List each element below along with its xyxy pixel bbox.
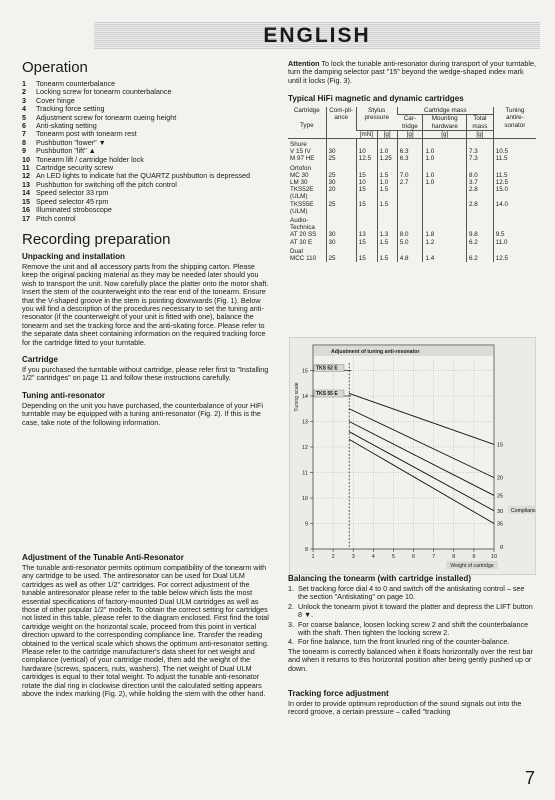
legend-text: Adjustment screw for tonearm cueing height (36, 112, 177, 122)
table-cell: 1.8 (423, 231, 467, 238)
table-cell: 10 (356, 179, 377, 186)
legend-text: Tonearm counterbalance (36, 79, 116, 88)
chart-title: Adjustment of tuning anti-resonator (331, 349, 420, 355)
table-cell: 6.2 (467, 255, 494, 262)
col-mass-cartridge: Car-tridge (397, 115, 423, 130)
tuning-heading: Tuning anti-resonator (22, 390, 106, 400)
table-cell: M 97 HE (290, 155, 315, 163)
brand-cell: Audio-Technica (290, 217, 315, 232)
step-number: 3. (288, 619, 294, 629)
cartridge-table-body (288, 139, 536, 263)
table-cell: 10.5 (493, 148, 536, 155)
table-cell (397, 201, 423, 215)
table-cell: 1.5 (377, 201, 397, 215)
balancing-step (288, 603, 536, 620)
table-cell: 15.0 (493, 186, 536, 200)
table-cell: 15 (356, 239, 377, 246)
table-cell: AT 20 SS (290, 231, 317, 239)
y-tick-label: 14 (301, 394, 308, 400)
step-text: Set tracking force dial 4 to 0 and switch off the antiskating control – see the section "Antiskating" on page 10. (298, 584, 525, 602)
col-mass-hardware: Mounting hardware (423, 115, 467, 130)
table-row (288, 231, 536, 238)
legend-number: 4 (22, 104, 26, 114)
balancing-closing: The tonearm is correctly balanced when it floats horizontally over the rest bar and when it returns to this horizontal position after being gently pushed up or down. (288, 646, 533, 673)
legend-text: Tracking force setting (36, 104, 105, 114)
legend-text: Pushbutton for switching off the pitch control (36, 179, 177, 189)
right-column (288, 60, 536, 262)
compliance-line-label: 20 (497, 475, 504, 482)
balancing-steps (288, 585, 536, 647)
compliance-line-label: 25 (497, 493, 504, 500)
tuning-text: Depending on the unit you have purchased, the counterbalance of your HiFi turntable may be equipped with a tuning anti-resonator (Fig. 2). If this is the case, take note of the following information. (22, 400, 263, 427)
unit-mn: [mN] (356, 130, 377, 138)
unit-cartridge-g: [g] (397, 130, 423, 138)
x-tick-label: 5 (391, 554, 395, 560)
table-cell: 7.3 (467, 148, 494, 155)
table-cell: 1.0 (377, 148, 397, 155)
attention-label: Attention (288, 59, 320, 68)
x-tick-label: 2 (331, 554, 335, 560)
legend-text: Speed selector 33 rpm (36, 188, 109, 198)
table-cell: 30 (326, 179, 356, 186)
compliance-line-label: 35 (497, 521, 504, 528)
y-tick-label: 10 (301, 496, 308, 502)
table-cell: 7.3 (467, 155, 494, 162)
table-cell: MC 30 (290, 171, 309, 179)
table-cell: 15 (356, 255, 377, 262)
balancing-section (288, 574, 536, 717)
legend-number: 15 (22, 196, 30, 206)
legend-number: 7 (22, 129, 26, 139)
table-cell: 6.3 (397, 148, 423, 155)
table-cell: 1.5 (377, 172, 397, 179)
legend-text: Tonearm post with tonearm rest (36, 129, 137, 139)
compliance-label: Compliance (511, 507, 536, 514)
col-mass-group: Cartridge mass (397, 107, 493, 115)
legend-text: Speed selector 45 rpm (36, 196, 109, 206)
unpacking-heading: Unpacking and installation (22, 251, 125, 261)
legend-text: Illuminated stroboscope (36, 205, 112, 215)
legend-number: 9 (22, 146, 26, 156)
y-tick-label: 8 (304, 547, 308, 553)
banner-title: ENGLISH (263, 24, 371, 47)
col-stylus: Stylus pressure (356, 107, 397, 130)
x-tick-label: 6 (412, 554, 416, 560)
table-cell: 25 (326, 172, 356, 179)
table-cell (397, 186, 423, 200)
legend-text: Anti-skating setting (36, 121, 97, 131)
table-cell: 13 (356, 231, 377, 238)
table-cell: 3.7 (467, 179, 494, 186)
table-cell: 25 (326, 201, 356, 215)
table-cell: 11.0 (493, 239, 536, 246)
table-row (288, 148, 536, 155)
compliance-line-label: 30 (497, 508, 504, 515)
col-tuning: Tuning antire-sonator (493, 107, 536, 138)
legend-number: 17 (22, 213, 30, 223)
legend-number: 16 (22, 205, 30, 215)
x-tick-label: 4 (371, 554, 375, 560)
table-row (288, 239, 536, 246)
legend-text: Pushbutton "lower" ▼ (36, 137, 106, 147)
y-tick-label: 9 (304, 521, 308, 528)
table-cell: 1.4 (423, 255, 467, 262)
language-banner (94, 22, 540, 49)
table-cell: 14.0 (493, 201, 536, 215)
compliance-line-label: 15 (497, 442, 504, 449)
table-cell: 9.8 (467, 231, 494, 238)
table-row (288, 155, 536, 162)
table-cell: 15 (356, 201, 377, 215)
table-cell: 12.5 (356, 155, 377, 162)
recording-heading: Recording preparation (22, 230, 171, 248)
table-cell: 1.0 (377, 179, 397, 186)
legend-number: 14 (22, 188, 30, 198)
table-cell (423, 186, 467, 200)
tracking-text: In order to provide optimum reproduction of the sound signals out into the record groove, a certain pressure – called "tracking (288, 699, 522, 717)
adjustment-heading: Adjustment of the Tunable Anti-Resonator (22, 553, 184, 562)
x-tick-label: 8 (452, 554, 456, 560)
cartridge-table (288, 107, 536, 262)
table-cell: 8.0 (397, 231, 423, 238)
legend-number: 8 (22, 137, 26, 147)
table-cell: 20 (326, 186, 356, 200)
table-cell: 25 (326, 255, 356, 262)
table-brand-row (288, 246, 536, 255)
table-row (288, 186, 536, 200)
legend-number: 13 (22, 179, 30, 189)
table-cell: 1.2 (423, 239, 467, 246)
table-cell (423, 201, 467, 215)
x-tick-label: 9 (472, 554, 476, 560)
tracking-heading: Tracking force adjustment (288, 689, 389, 699)
table-cell: 6.3 (397, 155, 423, 162)
brand-cell: Dual (290, 247, 303, 255)
table-cell: LM 30 (290, 179, 308, 187)
table-cell: 15 (356, 186, 377, 200)
unit-total-g: [g] (467, 130, 494, 138)
balancing-heading: Balancing the tonearm (with cartridge installed) (288, 574, 472, 583)
table-cell: 1.0 (423, 179, 467, 186)
table-cell: 10 (356, 148, 377, 155)
legend-number: 3 (22, 95, 26, 105)
table-cell: 1.25 (377, 155, 397, 162)
legend-number: 1 (22, 79, 26, 88)
adjustment-text: The tunable anti-resonator permits optimum compatibility of the tonearm with any cartridge to be used. The antiresonator can be used for Dual ULM cartridges as well as other 1/2" cartridges. For correct adjustment of the tunable antiresonator please refer to the table below which lists the most essential specifications of factory-mounted Dual ULM cartridges as well as those of other popular 1/2" models. To obtain the correct setting for cartridges not listed in this table, please refer to the diagram enclosed. First find the total cartridge weight on the horizontal scale, proceed from this point in vertical direction upward to the corresponding compliance line. Transfer the reading obtained to the vertical scale which shows the optimum anti-resonator setting. Please refer to the cartridge manufacturer's data sheet for net weight and compliance (vertical) of your cartridge model, then add the weight of the hardware (screws, spacers, nuts, washers). The net weight of Dual ULM cartridges is equal to their total weight. To adjust the tunable anti-resonator rotate the dial ring in clockwise direction until the calculated setting appears above the index marking (Fig. 2), while holding the stem with the other hand. (22, 563, 269, 699)
brand-cell: Shure (290, 141, 307, 149)
x-axis-label: Weight of cartridge (450, 563, 494, 569)
legend-text: Cover hinge (36, 95, 75, 105)
table-cell: 1.0 (423, 155, 467, 162)
legend-text: Pitch control (36, 213, 76, 223)
marker-label: TKS 55 E (316, 391, 338, 397)
balancing-step (288, 585, 536, 602)
x-tick-label: 10 (490, 554, 498, 560)
table-cell: 12.5 (493, 179, 536, 186)
table-brand-row (288, 139, 536, 149)
unit-hardware-g: [g] (423, 130, 467, 138)
balancing-step (288, 638, 536, 646)
table-cell: MCC 110 (290, 255, 317, 263)
table-cell: 30 (326, 239, 356, 246)
operation-heading: Operation (22, 59, 88, 76)
table-cell: 2.8 (467, 186, 494, 200)
tuning-diagram (289, 337, 536, 575)
y-tick-label: 15 (301, 368, 308, 375)
marker-label: TKS 52 E (316, 365, 338, 372)
step-text: For coarse balance, loosen locking screw 2 and shift the counterbalance with the shaft. Then tighten the locking screw 2. (298, 619, 529, 638)
table-cell: 4.8 (397, 255, 423, 262)
page-number: 7 (525, 768, 536, 788)
table-cell: 1.0 (423, 172, 467, 179)
col-cartridge: Cartridge Type (288, 107, 326, 138)
legend-text: Cartridge security screw (36, 163, 114, 173)
balancing-step (288, 621, 536, 638)
x-tick-label: 1 (311, 554, 315, 560)
tuning-chart-svg (289, 337, 536, 575)
legend-number: 12 (22, 171, 30, 181)
legend-item (22, 215, 270, 223)
attention-text: To lock the tunable anti-resonator during transport of your turntable, turn the damping selector past "15" beyond the wedge-shaped index mark until it locks (Fig. 3). (288, 59, 536, 85)
y-tick-label: 12 (301, 445, 308, 451)
table-cell: 2.7 (397, 179, 423, 186)
table-cell: TKS55E (ULM) (290, 200, 314, 215)
table-cell: 12.5 (493, 255, 536, 262)
step-number: 2. (288, 601, 294, 611)
legend-text: An LED lights to indicate hat the QUARTZ pushbutton is depressed (36, 171, 251, 181)
table-cell: 7.0 (397, 172, 423, 179)
table-row (288, 179, 536, 186)
y-tick-label: 11 (302, 470, 308, 477)
table-cell: 5.0 (397, 239, 423, 246)
legend-number: 10 (22, 154, 30, 164)
table-cell: 1.5 (377, 186, 397, 200)
unit-g: [g] (377, 130, 397, 138)
table-cell: 11.5 (493, 172, 536, 179)
table-row (288, 201, 536, 215)
x-tick-label: 3 (351, 554, 355, 560)
legend-number: 11 (22, 163, 30, 173)
legend-text: Locking screw for tonearm counterbalance (36, 87, 172, 97)
table-cell: 30 (326, 231, 356, 238)
operation-legend (22, 80, 270, 223)
table-brand-row (288, 163, 536, 172)
attention-note (288, 60, 536, 85)
cartridge-heading: Cartridge (22, 354, 58, 364)
table-cell: 15 (356, 172, 377, 179)
table-cell: 30 (326, 148, 356, 155)
x-tick-label: 7 (432, 554, 436, 560)
table-cell: 6.2 (467, 239, 494, 246)
table-cell: 8.0 (467, 172, 494, 179)
table-cell: V 15 IV (290, 148, 311, 156)
y-axis-label: Tuning scale (294, 382, 300, 412)
table-cell: 1.5 (377, 239, 397, 246)
table-row (288, 255, 536, 262)
brand-cell: Ortofon (290, 164, 311, 172)
step-text: For fine balance, turn the front knurled ring of the counter-balance. (298, 637, 510, 647)
legend-text: Tonearm lift / cartridge holder lock (36, 154, 144, 164)
step-number: 1. (288, 584, 294, 593)
table-row (288, 172, 536, 179)
legend-number: 2 (22, 87, 26, 97)
table-cell: 1.3 (377, 231, 397, 238)
table-cell: 11.5 (493, 155, 536, 162)
table-cell: TKS52E (ULM) (290, 186, 314, 201)
table-cell: 1.5 (377, 255, 397, 262)
table-cell: AT 30 E (290, 238, 313, 246)
step-text: Unlock the tonearm pivot it toward the platter and depress the LIFT button 8 ▼. (298, 601, 533, 620)
y-tick-label: 13 (301, 419, 308, 426)
step-number: 4. (288, 637, 294, 647)
legend-text: Pushbutton "lift" ▲ (36, 146, 96, 156)
adjustment-section (22, 553, 270, 699)
unpacking-text: Remove the unit and all accessory parts from the shipping carton. Please keep the original packing material as they may be needed later should you wish to transport the unit. Now carefully place the platter onto the motor shaft. Insert the stem of the counterweight into the rear end of the tonearm. Ensure that the V-shaped groove in the stem is pointing downwards (Fig. 1). Below you will find a description of the procedures necessary to set the tuning anti-resonator (if the counterweight of your unit is fitted with one), balance the tonearm and set the tracking force and the anti-skating force. Please refer to the separate data sheet containing information on the required tracking force for the cartridge fitted to your turntable. (22, 261, 269, 347)
legend-number: 6 (22, 121, 26, 131)
legend-number: 5 (22, 112, 26, 122)
table-cell: 25 (326, 155, 356, 162)
x-unit-label: g (500, 544, 504, 550)
left-column (22, 60, 270, 427)
table-title: Typical HiFi magnetic and dynamic cartridges (288, 94, 464, 104)
cartridge-text: If you purchased the turntable without cartridge, please refer first to "Installing 1/2" cartridges" on page 11 and follow these instructions carefully. (22, 364, 269, 383)
table-brand-row (288, 215, 536, 231)
col-mass-total: Total mass (467, 115, 494, 130)
table-cell: 9.5 (493, 231, 536, 238)
table-cell: 1.0 (423, 148, 467, 155)
table-cell: 2.8 (467, 201, 494, 215)
col-compliance: Com-pli-ance (326, 107, 356, 138)
